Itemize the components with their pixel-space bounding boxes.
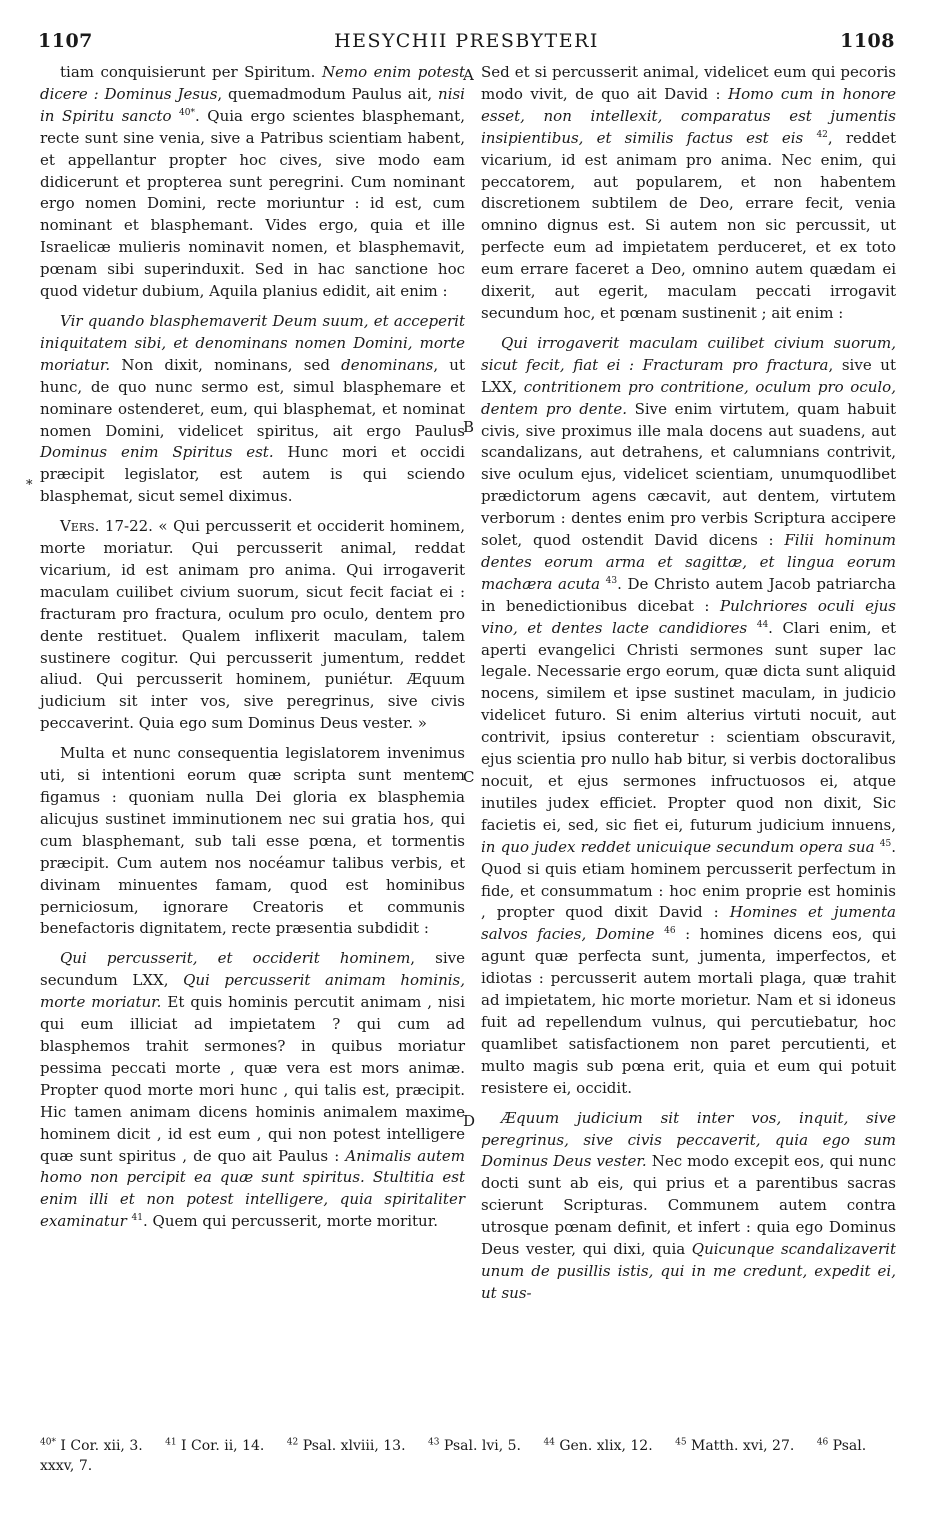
paragraph: Vir quando blasphemaverit Deum suum, et acceperit iniquitatem sibi, et denominans nomen Domini, morte moriatur. Non dixit, nominans, sed denominans, ut hunc, de quo nunc sermo est, simul blasphemare et nominare ostenderet, eum, qui blasphemat, et nominat nomen Domini, videlicet spiritus, ait ergo Paulus Dominus enim Spiritus est. Hunc mori et occidi præcipit legislator, est autem is qui sciendo blasphemat, sicut semel diximus. — [40, 311, 465, 506]
margin-marker-a: A — [463, 66, 474, 84]
margin-marker-d: D — [463, 1112, 476, 1130]
paragraph: Qui percusserit, et occiderit hominem, sive secundum LXX, Qui percusserit animam hominis, morte moriatur. Et quis hominis percutit animam , nisi qui eum illiciat ad impietatem ? qui cum ad blasphemos trahit sermones? in quibus moriatur pessima peccati morte , quæ vera est mors animæ. Propter quod morte mori hunc , qui talis est, præcipit. Hic tamen animam dicens hominis animalem maxime hominem dicit , id est eum , qui non potest intelligere quæ sunt spiritus , de quo ait Paulus : Animalis autem homo non percipit ea quæ sunt spiritus. Stultitia est enim illi et non potest intelligere, quia spiritaliter examinatur $^{41}$. Quem qui percusserit, morte moritur. — [40, 949, 466, 1231]
paragraph: Vers. 17-22. « Qui percusserit et occiderit hominem, morte moriatur. Qui percusserit animal, reddat vicarium, id est animam pro anima. Qui irrogaverit maculam cuilibet civium suorum, sicut fecit faciat ei : fracturam pro fractura, oculum pro oculo, dentem pro dente restituet. Qualem inflixerit maculam, talem sustinere cogitur. Qui percusserit jumentum, reddet aliud. Qui percusserit hominem, puniétur. Æquum judicium sit inter vos, sive peregrinus, sive civis peccaverint. Quia ego sum Dominus Deus vester. » — [40, 517, 465, 733]
right-column — [481, 62, 896, 1305]
footnotes — [40, 1436, 900, 1476]
page-number-right: 1108 — [840, 30, 895, 52]
footnote: $^{43}$ Psal. lvi, 5. — [428, 1437, 521, 1454]
running-title: HESYCHII PRESBYTERI — [334, 30, 599, 52]
left-column — [40, 62, 465, 1233]
footnote: $^{45}$ Matth. xvi, 27. — [675, 1437, 795, 1454]
margin-marker-b: B — [463, 418, 475, 436]
footnote-list — [40, 1436, 900, 1476]
footnote: $^{44}$ Gen. xlix, 12. — [543, 1437, 653, 1454]
footnote: $^{42}$ Psal. xlviii, 13. — [286, 1437, 406, 1454]
footnote-star-marker: * — [26, 478, 33, 493]
paragraph: Qui irrogaverit maculam cuilibet civium suorum, sicut fecit, fiat ei : Fracturam pro fractura, sive ut LXX, contritionem pro contritione, oculum pro oculo, dentem pro dente. Sive enim virtutem, quam habuit civis, sive proximus ille mala docens aut suadens, aut scandalizans, aut detrahens, et calumnians contrivit, sive oculum ejus, videlicet scientiam, unumquodlibet prædictorum agens cæcavit, aut dentem, virtutem verborum : dentes enim pro verbis Scriptura accipere solet, quod ostendit David dicens : Filii hominum dentes eorum arma et sagittæ, et lingua eorum machæra acuta $^{43}$. De Christo autem Jacob patriarcha in benedictionibus dicebat : Pulchriores oculi ejus vino, et dentes lacte candidiores $^{44}$. Clari enim, et aperti evangelici Christi sermones sunt super lac legale. Necessarie ergo eorum, quæ dicta sunt aliquid nocens, similem et ipse sustinet maculam, in judicio videlicet futuro. Si enim alterius virtuti nocuit, aut contrivit, ipsius conteretur : scientiam obscuravit, ejus scientia pro nullo hab bitur, si verbis doctoralibus nocuit, et ejus sermones infructuosos ei, atque inutiles judex efficiet. Propter quod non dixit, Sic facietis ei, sed, sic fiet ei, futurum judicium innuens, in quo judex reddet unicuique secundum opera sua $^{45}$. Quod si quis etiam hominem percusserit perfectum in fide, et consummatum : hoc enim proprie est hominis , propter quod dixit David : Homines et jumenta salvos facies, Domine $^{46}$ : homines dicens eos, qui agunt quæ perfecta sunt, jumenta, imperfectos, et idiotas : percusserit autem mortali plaga, quæ trahit ad impietatem, hic morte morietur. Nam et si idoneus fuit ad repellendum vulnus, qui percutiebatur, hoc quamlibet satisfactionem non paret percutienti, et multo magis sub pœna erit, quia et eum qui potuit resistere ei, occidit. — [481, 333, 896, 1097]
paragraph: Sed et si percusserit animal, videlicet eum qui pecoris modo vivit, de quo ait David : Homo cum in honore esset, non intellexit, comparatus est jumentis insipientibus, et similis factus est eis $^{42}$, reddet vicarium, id est animam pro anima. Nec enim, qui peccatorem, aut popularem, et non habentem discretionem subtilem de Deo, errare fecit, venia omnino dignus est. Si autem non sic percussit, ut perfecte eum ad impietatem perduceret, et ex toto eum errare faceret a Deo, omnino autem quædam ei dixerit, aut egerit, maculam peccati irrogavit secundum hoc, et pœnam sustinenit ; ait enim : — [481, 63, 897, 322]
page-number-left: 1107 — [38, 30, 93, 52]
paragraph: Multa et nunc consequentia legislatorem invenimus uti, si intentioni eorum quæ scripta sunt mentem figamus : quoniam nulla Dei gloria ex blasphemia alicujus sustinet imminutionem nec sui gratia hos, qui cum blasphemant, sub tali esse pœna, et tormentis præcipit. Cum autem nos nocéamur talibus verbis, et divinam minuentes famam, quod est hominibus perniciosum, ignorare Creatoris et communis benefactoris dignitatem, recte præsentia subdidit : — [40, 744, 465, 938]
footnote: $^{46}$ Psal. xxxv, 7. — [40, 1437, 867, 1474]
paragraph: tiam conquisierunt per Spiritum. Nemo enim potest dicere : Dominus Jesus, quemadmodum Paulus ait, nisi in Spiritu sancto $^{40*}$. Quia ergo scientes blasphemant, recte sunt sine venia, sive a Patribus scientiam habent, et appellantur propter hoc cives, sive modo eam didicerunt et propterea sunt peregrini. Cum nominant ergo nomen Domini, recte moriuntur : id est, cum nominant et blasphemant. Vides ergo, quia et ille Israelicæ mulieris nominavit nomen, et blasphemavit, pœnam sibi superinduxit. Sed in hac sanctione hoc quod videtur dubium, Aquila planius edidit, ait enim : — [40, 63, 465, 301]
footnote: $^{40*}$ I Cor. xii, 3. — [40, 1437, 143, 1454]
paragraph: Æquum judicium sit inter vos, inquit, sive peregrinus, sive civis peccaverit, quia ego sum Dominus Deus vester. Nec modo excepit eos, qui nunc docti sunt ab eis, qui prius et a parentibus sacras scierunt Scripturas. Communem autem contra utrosque pœnam definit, et infert : quia ego Dominus Deus vester, qui dixi, quia Quicunque scandalizaverit unum de pusillis istis, qui in me credunt, expedit ei, ut sus- — [481, 1108, 896, 1302]
margin-marker-c: C — [463, 768, 475, 786]
footnote: $^{41}$ I Cor. ii, 14. — [165, 1437, 265, 1454]
page-header — [38, 30, 895, 60]
